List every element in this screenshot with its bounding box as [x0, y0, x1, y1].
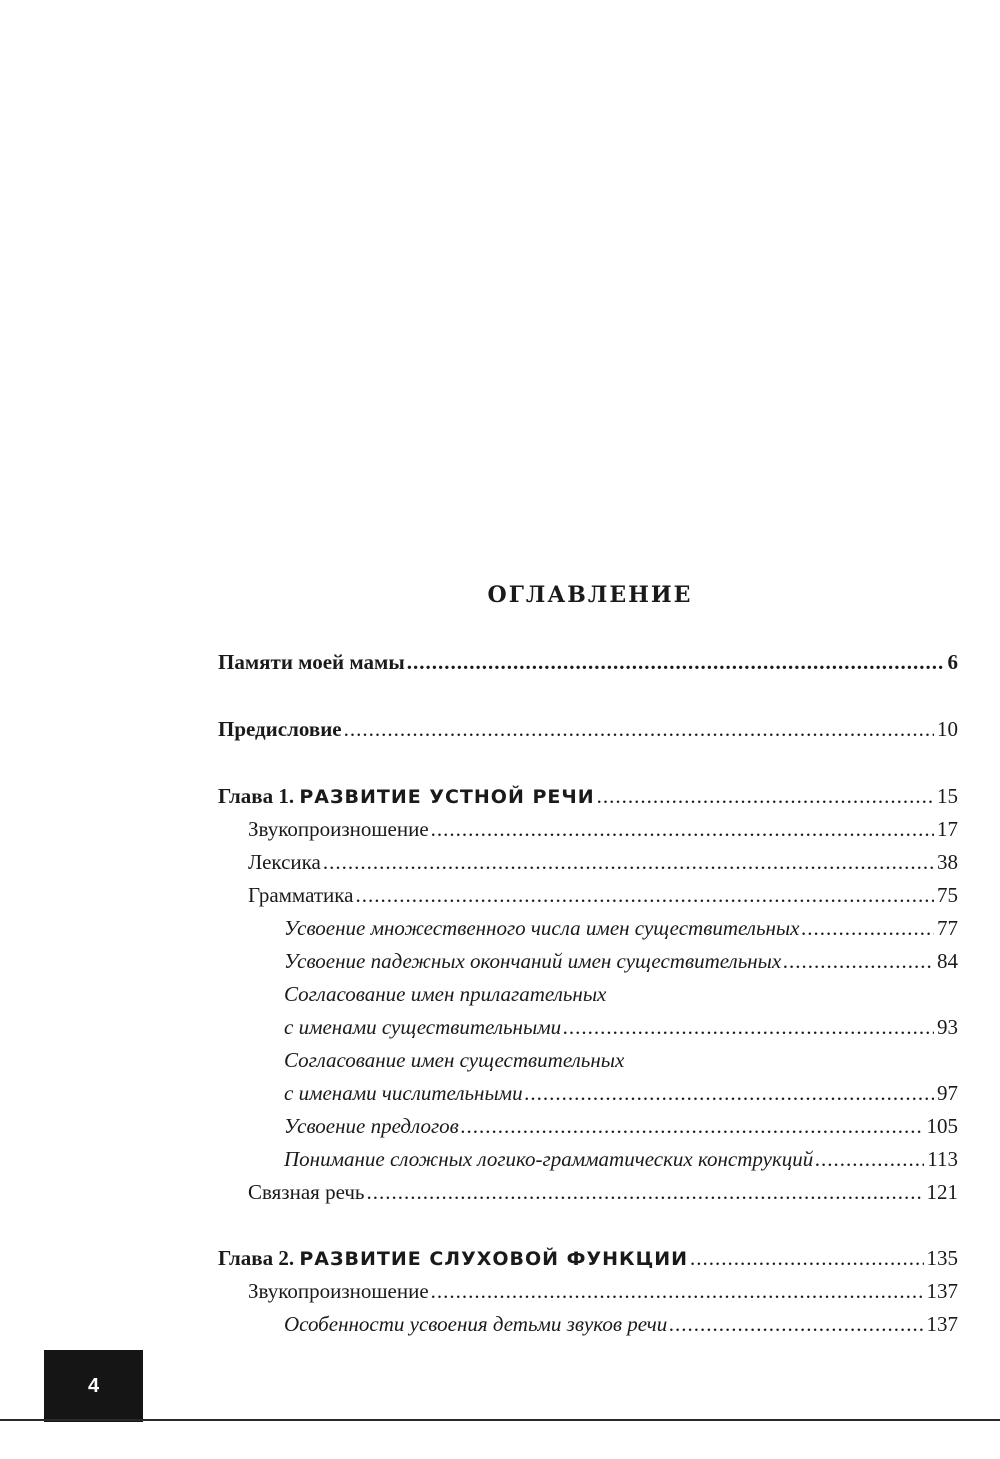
toc-entry-subsection-line1[interactable] — [284, 1048, 958, 1073]
toc-entry-section[interactable] — [248, 850, 958, 875]
toc-entry-label: Звукопроизношение — [248, 817, 429, 841]
toc-entry-page: 137 — [926, 1312, 958, 1336]
dot-leader — [323, 850, 934, 875]
toc-entry-page: 93 — [937, 1015, 958, 1039]
toc-chapter-heading — [218, 1246, 688, 1271]
toc-entry-page: 77 — [937, 916, 958, 940]
toc-entry-page: 15 — [937, 784, 958, 808]
toc-entry-label-cont: с именами числительными — [284, 1081, 523, 1105]
footer-rule — [0, 1419, 1000, 1421]
page-number-badge — [44, 1350, 143, 1422]
page-title: ОГЛАВЛЕНИЕ — [487, 582, 693, 608]
page-number: 4 — [87, 1374, 100, 1397]
toc-entry-page: 105 — [926, 1114, 958, 1138]
toc-entry-label: Согласование имен существительных — [284, 1048, 625, 1072]
dot-leader — [563, 1015, 934, 1040]
toc-entry-label: Согласование имен прилагательных — [284, 982, 607, 1006]
dot-leader — [669, 1312, 923, 1337]
dot-leader — [355, 883, 934, 908]
toc-entry-page: 137 — [926, 1279, 958, 1303]
toc-entry-label-cont: с именами существительными — [284, 1015, 562, 1039]
toc-entry-label: Предисловие — [218, 717, 342, 741]
toc-entry-subsection[interactable] — [284, 1312, 958, 1337]
dot-leader — [431, 1279, 924, 1304]
toc-entry-label: Связная речь — [248, 1180, 365, 1204]
toc-entry-section[interactable] — [248, 883, 958, 908]
toc-entry-label: Понимание сложных логико-грамматических конструкций — [284, 1147, 814, 1171]
toc-chapter-2[interactable] — [218, 1246, 958, 1271]
toc-entry-section[interactable] — [248, 817, 958, 842]
toc-entry-page: 121 — [926, 1180, 958, 1204]
toc-entry-page: 84 — [937, 949, 958, 973]
toc-entry-preface[interactable] — [218, 717, 958, 742]
dot-leader — [344, 717, 934, 742]
dot-leader — [783, 949, 934, 974]
toc-entry-subsection[interactable] — [284, 1147, 958, 1172]
toc-entry-label: Лексика — [248, 850, 321, 874]
toc-entry-page: 10 — [937, 717, 958, 741]
toc-entry-subsection-line2[interactable] — [284, 1015, 958, 1040]
toc-entry-subsection-line1[interactable] — [284, 982, 958, 1007]
chapter-title: РАЗВИТИЕ УСТНОЙ РЕЧИ — [299, 786, 595, 808]
chapter-number: Глава 2. — [218, 1246, 295, 1270]
toc-entry-page: 38 — [937, 850, 958, 874]
toc-entry-label: Усвоение множественного числа имен существительных — [284, 916, 800, 940]
toc-entry-page: 97 — [937, 1081, 958, 1105]
toc-entry-label: Памяти моей мамы — [218, 650, 405, 674]
dot-leader — [815, 1147, 924, 1172]
toc-chapter-heading — [218, 784, 595, 809]
dot-leader — [367, 1180, 924, 1205]
toc-entry-page: 75 — [937, 883, 958, 907]
toc-entry-label: Особенности усвоения детьми звуков речи — [284, 1312, 668, 1336]
dot-leader — [597, 784, 934, 809]
toc-entry-page: 113 — [927, 1147, 958, 1171]
toc-entry-page: 135 — [926, 1246, 958, 1270]
toc-entry-label: Усвоение предлогов — [284, 1114, 459, 1138]
dot-leader — [407, 650, 945, 675]
toc-entry-page: 6 — [947, 650, 958, 674]
dot-leader — [801, 916, 934, 941]
toc-entry-subsection[interactable] — [284, 949, 958, 974]
dot-leader — [461, 1114, 924, 1139]
dot-leader — [690, 1246, 923, 1271]
toc-entry-dedication[interactable] — [218, 650, 958, 675]
toc-entry-section[interactable] — [248, 1279, 958, 1304]
toc-entry-subsection[interactable] — [284, 916, 958, 941]
toc-entry-label: Грамматика — [248, 883, 354, 907]
toc-entry-label: Усвоение падежных окончаний имен существительных — [284, 949, 782, 973]
chapter-number: Глава 1. — [218, 784, 295, 808]
toc-chapter-1[interactable] — [218, 784, 958, 809]
toc-entry-subsection[interactable] — [284, 1114, 958, 1139]
toc-entry-page: 17 — [937, 817, 958, 841]
dot-leader — [525, 1081, 934, 1106]
chapter-title: РАЗВИТИЕ СЛУХОВОЙ ФУНКЦИИ — [299, 1248, 689, 1270]
toc-entry-section[interactable] — [248, 1180, 958, 1205]
dot-leader — [431, 817, 934, 842]
toc-entry-label: Звукопроизношение — [248, 1279, 429, 1303]
toc-entry-subsection-line2[interactable] — [284, 1081, 958, 1106]
